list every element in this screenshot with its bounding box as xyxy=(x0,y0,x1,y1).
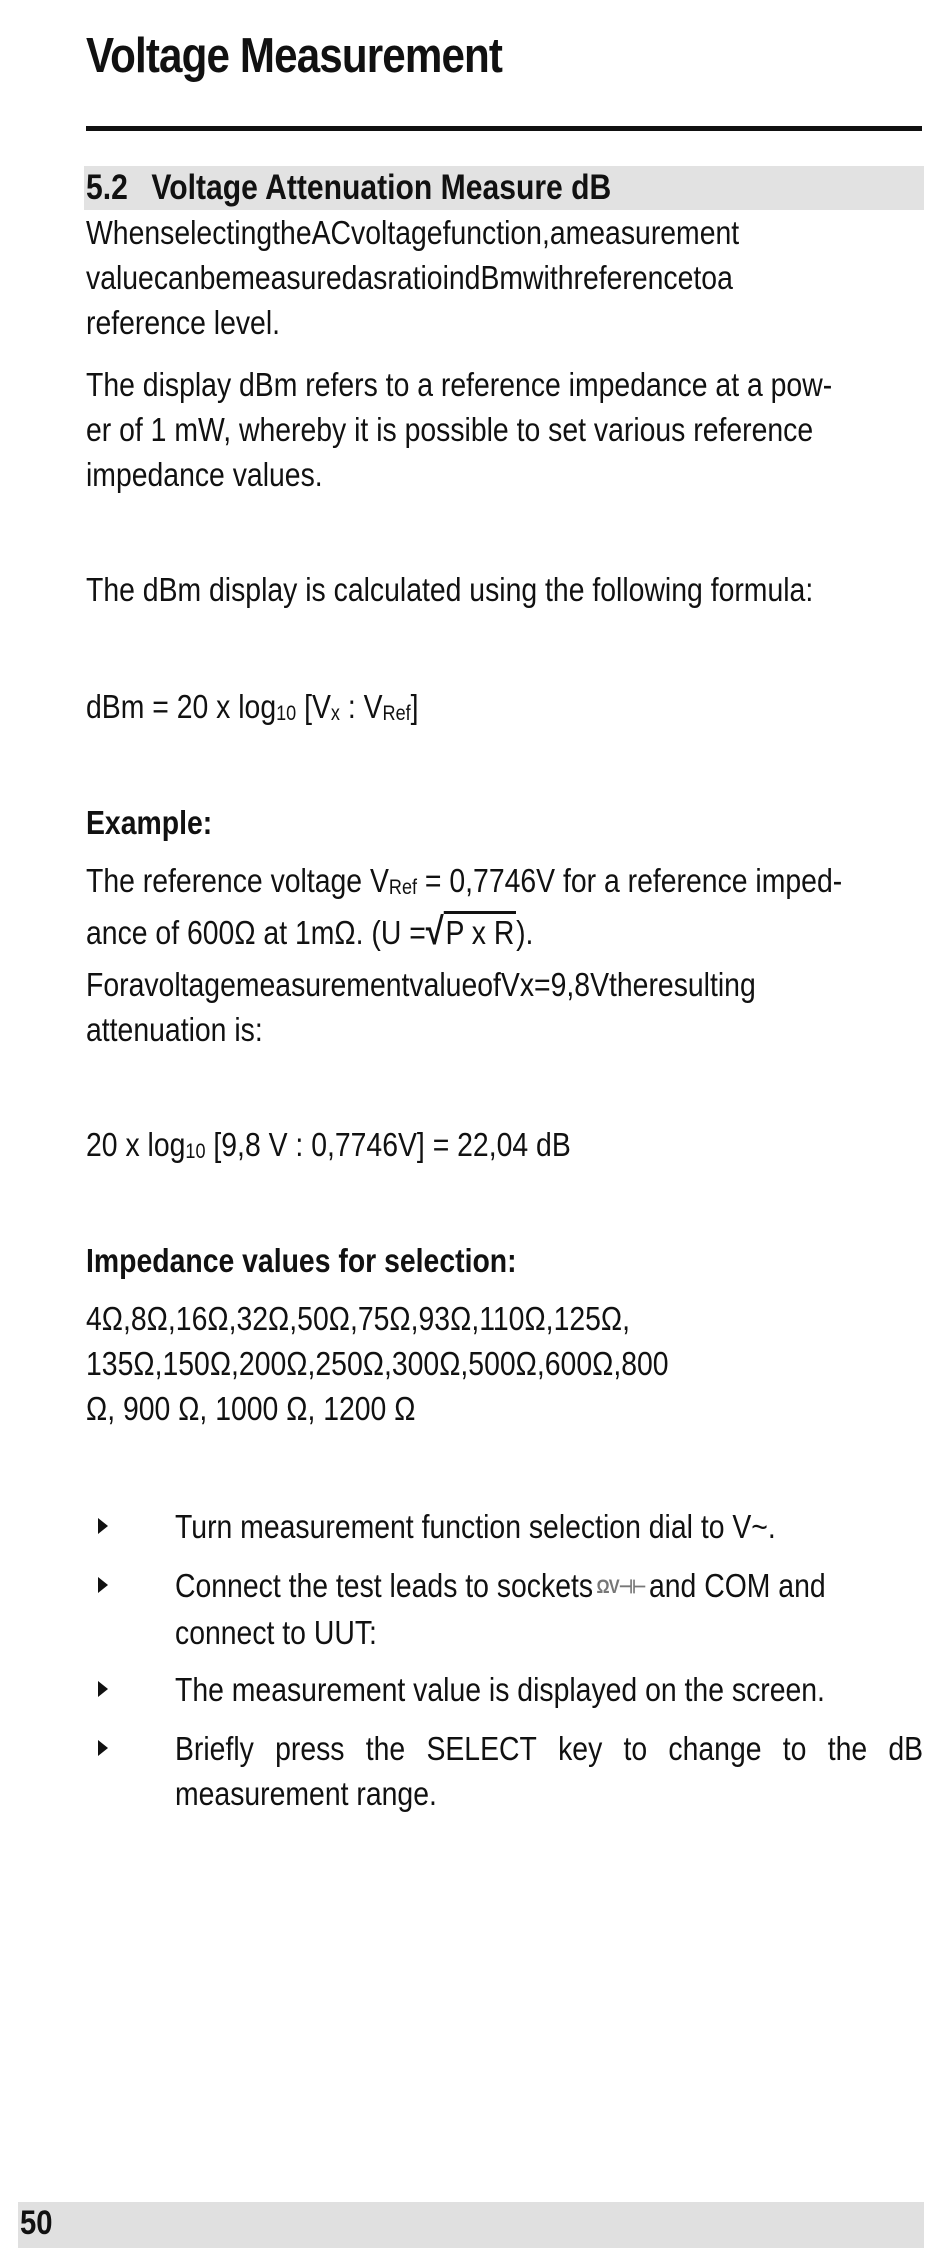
word: = xyxy=(534,966,551,1003)
word: Ω, xyxy=(133,1345,163,1382)
word: a xyxy=(549,214,566,251)
word: Ω, xyxy=(362,1345,392,1382)
word: a xyxy=(717,259,733,296)
word: Ω, xyxy=(101,1300,131,1337)
text-line xyxy=(86,962,922,1007)
word: Ω, xyxy=(515,1345,545,1382)
section-title: Voltage Attenuation Measure dB xyxy=(151,168,612,207)
formula-subscript-x: x xyxy=(330,702,340,725)
word: measurement xyxy=(565,214,740,251)
word: SELECT xyxy=(426,1730,537,1767)
word: 200 xyxy=(238,1345,287,1382)
word: press xyxy=(275,1730,345,1767)
word: as xyxy=(357,259,388,296)
footer-band xyxy=(18,2202,924,2248)
step-2-text xyxy=(175,1563,826,1655)
text-fragment: = 0,7746V for a reference imped- xyxy=(417,862,843,899)
word: can xyxy=(153,259,200,296)
step-3-text: The measurement value is displayed on the screen. xyxy=(175,1671,825,1708)
word: 125 xyxy=(553,1300,601,1337)
text-line: attenuation is: xyxy=(86,1011,263,1048)
word: change xyxy=(668,1730,762,1767)
word: voltage xyxy=(144,966,236,1003)
impedance-values xyxy=(86,1296,805,1431)
formula-intro xyxy=(86,567,814,612)
word: Ω, xyxy=(592,1345,622,1382)
formula-bracket-open: [V xyxy=(296,688,331,725)
word: AC xyxy=(311,214,352,251)
example-paragraph xyxy=(86,858,843,955)
formula-log-base: 10 xyxy=(276,702,297,725)
text-fragment: The reference voltage V xyxy=(86,862,389,899)
word: of xyxy=(477,966,501,1003)
square-root-argument: P x R xyxy=(444,911,516,951)
text-line: The dBm display is calculated using the following formula: xyxy=(86,571,814,608)
word: 110 xyxy=(479,1300,525,1337)
text-line xyxy=(86,1341,922,1386)
word: 75 xyxy=(357,1300,390,1337)
word: voltage xyxy=(351,214,443,251)
word: Ω, xyxy=(146,1300,176,1337)
word: Ω, xyxy=(286,1345,316,1382)
bullet-triangle-icon xyxy=(96,1504,116,1549)
word: reference xyxy=(573,259,694,296)
word: measurement xyxy=(235,966,410,1003)
intro-paragraph-2 xyxy=(86,362,833,497)
word: a xyxy=(128,966,145,1003)
word: the xyxy=(827,1730,868,1767)
example-heading: Example: xyxy=(86,804,213,841)
text-line: Ω, 900 Ω, 1000 Ω, 1200 Ω xyxy=(86,1390,416,1427)
word: the xyxy=(272,214,312,251)
text-line xyxy=(86,910,805,955)
word: in xyxy=(442,259,465,296)
step-4-text xyxy=(175,1726,923,1816)
subscript-ref: Ref xyxy=(388,876,418,899)
text-fragment: ). xyxy=(516,914,534,951)
word: dB xyxy=(888,1730,924,1767)
text-line xyxy=(86,858,843,910)
word: 150 xyxy=(162,1345,210,1382)
text-fragment: and COM and xyxy=(648,1567,826,1604)
word: 8 xyxy=(130,1300,147,1337)
calc-fragment: 20 x log xyxy=(86,1126,186,1163)
text-fragment: ance of 600Ω at 1mΩ. (U = xyxy=(86,914,426,951)
calc-log-base: 10 xyxy=(185,1140,206,1163)
word: 135 xyxy=(86,1345,134,1382)
word: Ω, xyxy=(328,1300,358,1337)
socket-symbol-icon: ΩV⊣⊢ xyxy=(596,1577,646,1598)
word: 16 xyxy=(175,1300,208,1337)
text-line xyxy=(86,1296,922,1341)
word: resulting xyxy=(648,966,756,1003)
word: 93 xyxy=(418,1300,451,1337)
calc-fragment: [9,8 V : 0,7746V] = 22,04 dB xyxy=(205,1126,571,1163)
word: 9,8V xyxy=(550,966,610,1003)
step-1-text: Turn measurement function selection dial to V~. xyxy=(175,1508,776,1545)
word: function, xyxy=(442,214,550,251)
bullet-triangle-icon xyxy=(96,1667,116,1712)
word: to xyxy=(693,259,718,296)
word: selecting xyxy=(160,214,273,251)
word: to xyxy=(623,1730,648,1767)
word: to xyxy=(782,1730,807,1767)
intro-paragraph-1 xyxy=(86,210,805,345)
formula-bracket-close: ] xyxy=(410,688,419,725)
word: be xyxy=(199,259,232,296)
formula-lhs: dBm = 20 x log xyxy=(86,688,277,725)
word: measured xyxy=(231,259,358,296)
example-measurement-paragraph xyxy=(86,962,805,1052)
word: dBm xyxy=(464,259,524,296)
word: Ω, xyxy=(450,1300,480,1337)
word: 600 xyxy=(544,1345,593,1382)
word: Briefly xyxy=(175,1730,254,1767)
text-line: impedance values. xyxy=(86,456,323,493)
word: Ω, xyxy=(389,1300,419,1337)
page-number: 50 xyxy=(20,2204,53,2242)
formula-colon: : V xyxy=(339,688,383,725)
title-divider xyxy=(86,126,922,131)
bullet-triangle-icon xyxy=(96,1563,116,1608)
word: Ω, xyxy=(209,1345,239,1382)
word: value xyxy=(86,259,154,296)
text-line: measurement range. xyxy=(175,1775,437,1812)
word: 800 xyxy=(621,1345,669,1382)
section-heading xyxy=(86,168,611,208)
word: 300 xyxy=(391,1345,440,1382)
word: value xyxy=(409,966,478,1003)
page-title: Voltage Measurement xyxy=(86,29,503,83)
word: with xyxy=(523,259,574,296)
impedance-heading: Impedance values for selection: xyxy=(86,1242,517,1279)
text-line xyxy=(86,210,922,255)
text-line: reference level. xyxy=(86,304,281,341)
word: the xyxy=(365,1730,406,1767)
word: When xyxy=(86,214,161,251)
word: 4 xyxy=(86,1300,102,1337)
square-root-symbol: √ xyxy=(425,911,444,953)
word: For xyxy=(86,966,129,1003)
word: Ω, xyxy=(207,1300,237,1337)
word: Vx xyxy=(500,966,535,1003)
text-line: The display dBm refers to a reference impedance at a pow- xyxy=(86,366,833,403)
section-number: 5.2 xyxy=(86,168,128,207)
word: 500 xyxy=(468,1345,516,1382)
word: 250 xyxy=(315,1345,363,1382)
word: Ω, xyxy=(600,1300,631,1337)
word: key xyxy=(558,1730,603,1767)
word: ratio xyxy=(387,259,443,296)
formula-subscript-ref: Ref xyxy=(382,702,411,725)
example-calculation xyxy=(86,1122,805,1174)
word: 32 xyxy=(236,1300,269,1337)
word: Ω, xyxy=(268,1300,298,1337)
text-line xyxy=(175,1726,923,1771)
text-fragment: Connect the test leads to sockets xyxy=(175,1567,594,1604)
text-line: connect to UUT: xyxy=(175,1614,377,1651)
text-line: er of 1 mW, whereby it is possible to set various reference xyxy=(86,411,814,448)
dbm-formula xyxy=(86,684,805,736)
text-line xyxy=(175,1563,826,1610)
word: Ω, xyxy=(439,1345,469,1382)
word: 50 xyxy=(297,1300,329,1337)
word: the xyxy=(609,966,649,1003)
text-line xyxy=(86,255,922,300)
bullet-triangle-icon xyxy=(96,1726,116,1771)
word: Ω, xyxy=(524,1300,554,1337)
